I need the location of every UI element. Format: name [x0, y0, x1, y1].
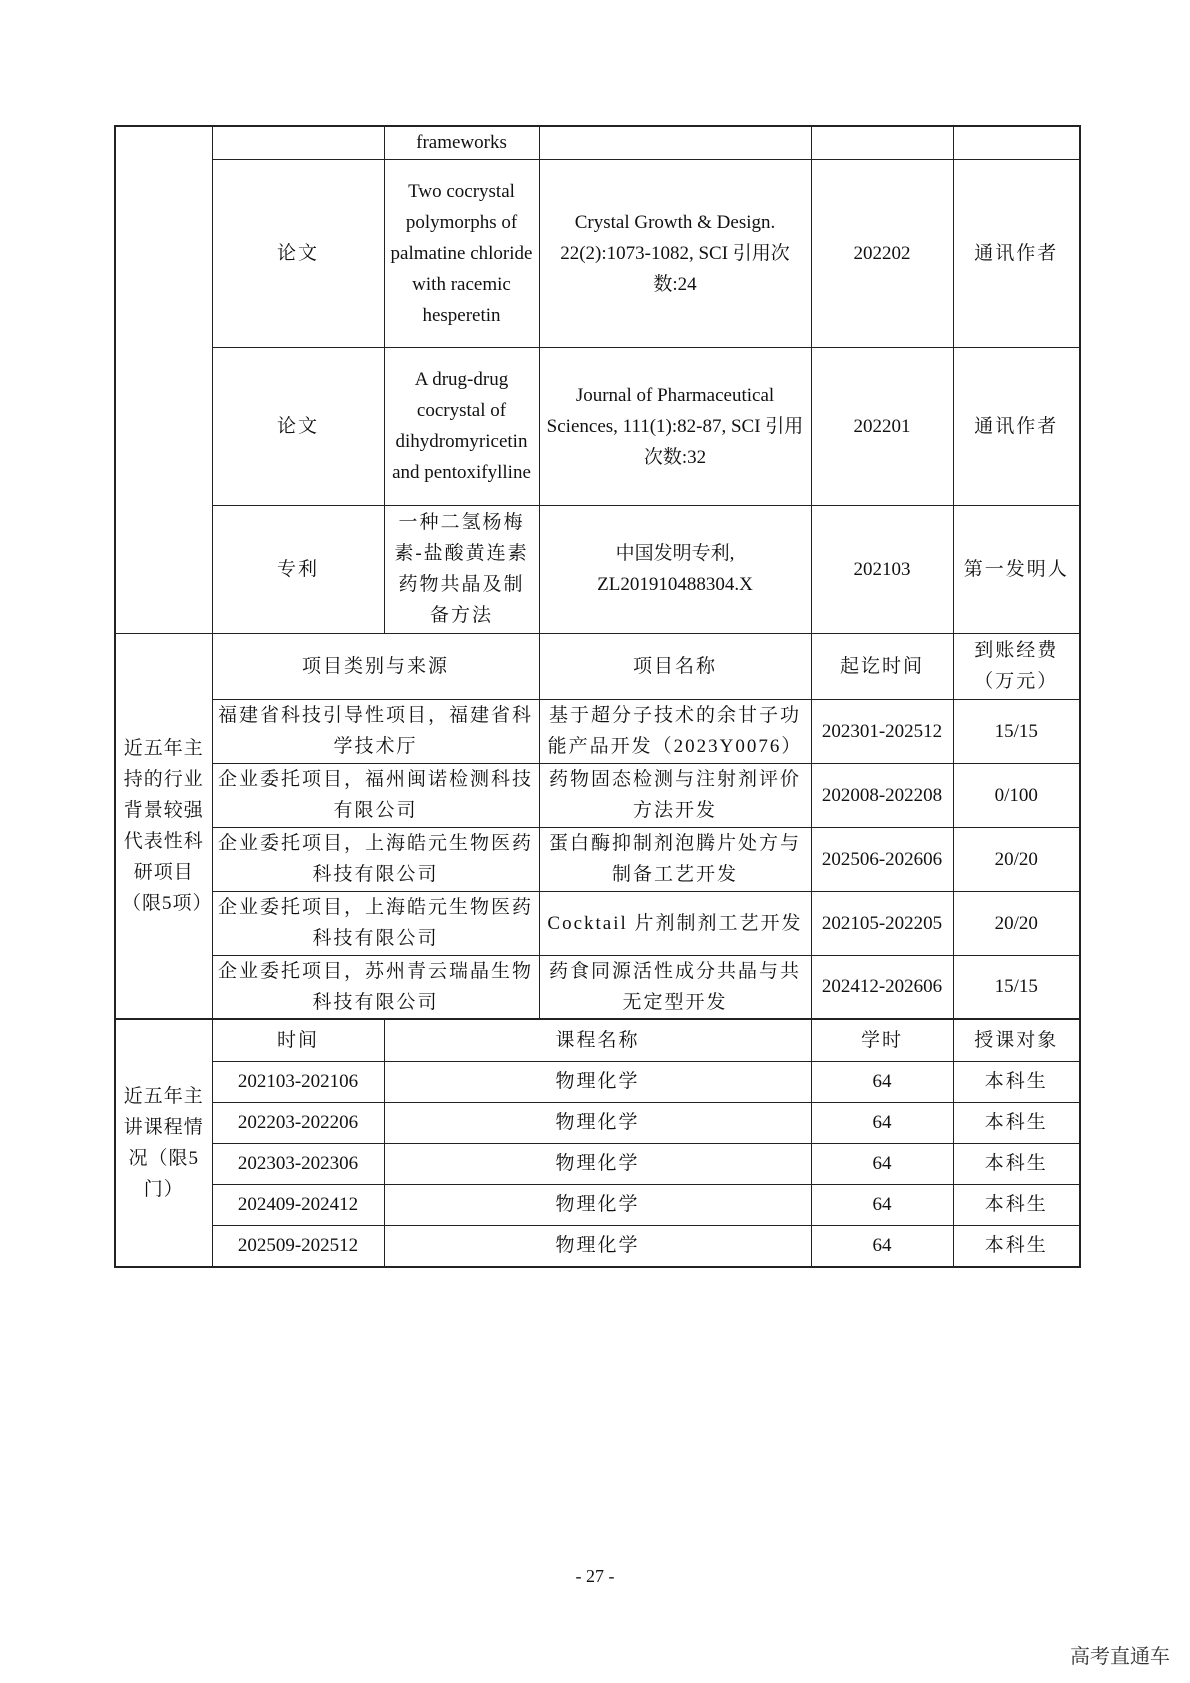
course-time: 202509-202512	[212, 1225, 384, 1267]
project-name: 蛋白酶抑制剂泡腾片处方与制备工艺开发	[539, 827, 811, 891]
project-period: 202008-202208	[811, 763, 953, 827]
paper-type: 专利	[212, 505, 384, 633]
course-row	[115, 1225, 1080, 1267]
project-category: 企业委托项目，福州闽诺检测科技有限公司	[212, 763, 539, 827]
paper-source: 中国发明专利, ZL201910488304.X	[539, 505, 811, 633]
course-audience: 本科生	[953, 1143, 1080, 1184]
project-category: 企业委托项目，上海皓元生物医药科技有限公司	[212, 891, 539, 955]
course-audience: 本科生	[953, 1184, 1080, 1225]
project-category: 福建省科技引导性项目，福建省科学技术厅	[212, 699, 539, 763]
project-period: 202412-202606	[811, 955, 953, 1019]
course-audience: 本科生	[953, 1102, 1080, 1143]
course-hours: 64	[811, 1184, 953, 1225]
paper-row	[115, 126, 1080, 159]
project-name: Cocktail 片剂制剂工艺开发	[539, 891, 811, 955]
paper-date: 202103	[811, 505, 953, 633]
paper-date: 202202	[811, 159, 953, 347]
course-row	[115, 1102, 1080, 1143]
projects-section-label: 近五年主持的行业背景较强代表性科研项目（限5项）	[115, 633, 212, 1019]
projects-header-row	[115, 633, 1080, 699]
paper-source: Crystal Growth & Design. 22(2):1073-1082, SCI 引用次数:24	[539, 159, 811, 347]
paper-role: 第一发明人	[953, 505, 1080, 633]
record-table	[114, 125, 1081, 1268]
course-hours: 64	[811, 1143, 953, 1184]
paper-type: 论文	[212, 159, 384, 347]
course-hours: 64	[811, 1225, 953, 1267]
course-name: 物理化学	[384, 1225, 811, 1267]
course-row	[115, 1061, 1080, 1102]
course-time: 202203-202206	[212, 1102, 384, 1143]
course-audience: 本科生	[953, 1061, 1080, 1102]
project-funding: 0/100	[953, 763, 1080, 827]
course-name: 物理化学	[384, 1143, 811, 1184]
paper-title: 一种二氢杨梅素-盐酸黄连素药物共晶及制备方法	[384, 505, 539, 633]
project-category: 企业委托项目，苏州青云瑞晶生物科技有限公司	[212, 955, 539, 1019]
header-funding: 到账经费（万元）	[953, 633, 1080, 699]
course-name: 物理化学	[384, 1061, 811, 1102]
paper-title: frameworks	[384, 126, 539, 159]
paper-title: Two cocrystal polymorphs of palmatine chloride with racemic hesperetin	[384, 159, 539, 347]
project-name: 药物固态检测与注射剂评价方法开发	[539, 763, 811, 827]
course-row	[115, 1184, 1080, 1225]
project-row	[115, 955, 1080, 1019]
paper-type: 论文	[212, 347, 384, 505]
project-row	[115, 699, 1080, 763]
header-audience: 授课对象	[953, 1019, 1080, 1061]
paper-source: Journal of Pharmaceutical Sciences, 111(1):82-87, SCI 引用次数:32	[539, 347, 811, 505]
course-row	[115, 1143, 1080, 1184]
project-period: 202105-202205	[811, 891, 953, 955]
section-label-cell	[115, 126, 212, 633]
header-hours: 学时	[811, 1019, 953, 1061]
project-funding: 20/20	[953, 891, 1080, 955]
project-row	[115, 763, 1080, 827]
header-project-name: 项目名称	[539, 633, 811, 699]
project-funding: 20/20	[953, 827, 1080, 891]
paper-role: 通讯作者	[953, 347, 1080, 505]
paper-date: 202201	[811, 347, 953, 505]
courses-section-label: 近五年主讲课程情况（限5门）	[115, 1019, 212, 1267]
course-hours: 64	[811, 1061, 953, 1102]
course-name: 物理化学	[384, 1102, 811, 1143]
paper-row	[115, 159, 1080, 347]
paper-title: A drug-drug cocrystal of dihydromyricetin and pentoxifylline	[384, 347, 539, 505]
paper-row	[115, 347, 1080, 505]
course-hours: 64	[811, 1102, 953, 1143]
course-audience: 本科生	[953, 1225, 1080, 1267]
project-funding: 15/15	[953, 955, 1080, 1019]
project-category: 企业委托项目，上海皓元生物医药科技有限公司	[212, 827, 539, 891]
project-name: 基于超分子技术的余甘子功能产品开发（2023Y0076）	[539, 699, 811, 763]
course-name: 物理化学	[384, 1184, 811, 1225]
project-period: 202301-202512	[811, 699, 953, 763]
project-name: 药食同源活性成分共晶与共无定型开发	[539, 955, 811, 1019]
header-category: 项目类别与来源	[212, 633, 539, 699]
header-course-name: 课程名称	[384, 1019, 811, 1061]
courses-header-row	[115, 1019, 1080, 1061]
course-time: 202409-202412	[212, 1184, 384, 1225]
project-row	[115, 827, 1080, 891]
watermark: 高考直通车	[1070, 1644, 1170, 1668]
project-row	[115, 891, 1080, 955]
course-time: 202103-202106	[212, 1061, 384, 1102]
patent-row	[115, 505, 1080, 633]
paper-role: 通讯作者	[953, 159, 1080, 347]
header-time: 时间	[212, 1019, 384, 1061]
project-funding: 15/15	[953, 699, 1080, 763]
project-period: 202506-202606	[811, 827, 953, 891]
page-number: - 27 -	[575, 1566, 615, 1586]
course-time: 202303-202306	[212, 1143, 384, 1184]
header-period: 起讫时间	[811, 633, 953, 699]
